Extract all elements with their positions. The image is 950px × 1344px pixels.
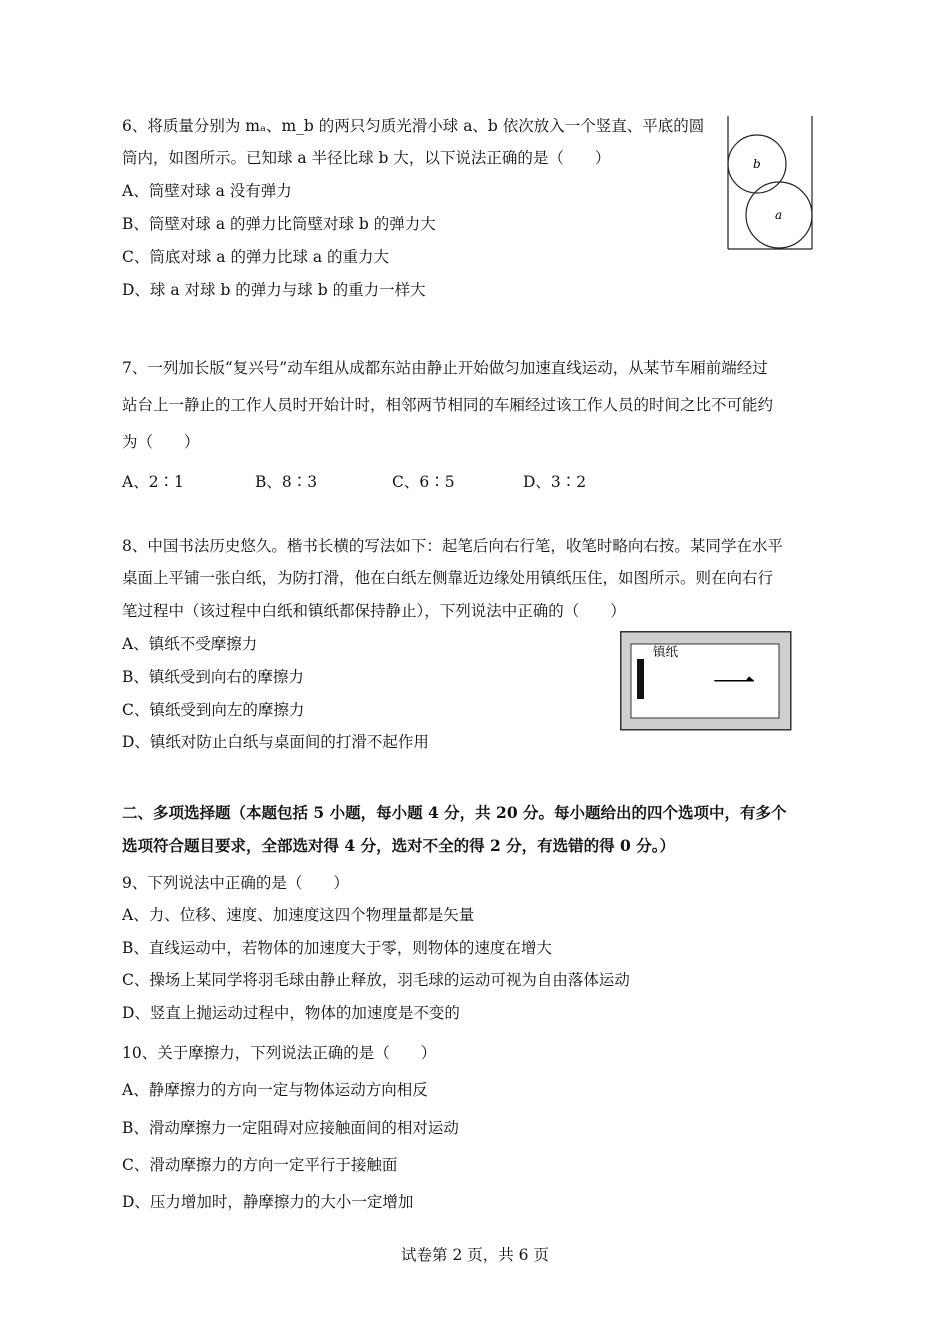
q8-stem-line1: 8、中国书法历史悠久。楷书长横的写法如下：起笔后向右行笔，收笔时略向右按。某同学在水平	[122, 537, 783, 555]
q7-option-c: C、6∶5	[392, 473, 455, 491]
q10-option-b: B、滑动摩擦力一定阻碍对应接触面间的相对运动	[122, 1119, 459, 1137]
cylinder-balls-figure	[724, 116, 816, 252]
q10-option-c: C、滑动摩擦力的方向一定平行于接触面	[122, 1156, 398, 1174]
paper-weight-figure	[620, 631, 792, 731]
q6-option-c: C、筒底对球 a 的弹力比球 a 的重力大	[122, 248, 390, 266]
q10-option-a: A、静摩擦力的方向一定与物体运动方向相反	[122, 1081, 428, 1099]
page-footer: 试卷第 2 页，共 6 页	[401, 1246, 549, 1264]
section2-line1: 二、多项选择题（本题包括 5 小题，每小题 4 分，共 20 分。每小题给出的四个选项中，有多个	[122, 803, 787, 822]
q6-option-a: A、筒壁对球 a 没有弹力	[122, 182, 292, 200]
section2-line2: 选项符合题目要求，全部选对得 4 分，选对不全的得 2 分，有选错的得 0 分。）	[122, 836, 675, 855]
q8-stem-line2: 桌面上平铺一张白纸，为防打滑，他在白纸左侧靠近边缘处用镇纸压住，如图所示。则在向右行	[122, 569, 774, 587]
q6-option-d: D、球 a 对球 b 的弹力与球 b 的重力一样大	[122, 281, 426, 299]
q7-option-a: A、2∶1	[122, 473, 184, 491]
q7-option-b: B、8∶3	[255, 473, 318, 491]
q7-stem-line1: 7、一列加长版“复兴号”动车组从成都东站由静止开始做匀加速直线运动，从某节车厢前端经过	[122, 359, 768, 377]
q7-stem-line2: 站台上一静止的工作人员时开始计时，相邻两节相同的车厢经过该工作人员的时间之比不可能约	[122, 396, 774, 414]
q7-options-row	[122, 470, 602, 490]
q9-option-b: B、直线运动中，若物体的加速度大于零，则物体的速度在增大	[122, 939, 552, 957]
paper-weight-label: 镇纸	[653, 644, 679, 659]
q8-option-c: C、镇纸受到向左的摩擦力	[122, 701, 305, 719]
q6-option-b: B、筒壁对球 a 的弹力比筒壁对球 b 的弹力大	[122, 215, 436, 233]
q8-stem-line3: 笔过程中（该过程中白纸和镇纸都保持静止），下列说法中正确的（ ）	[122, 602, 626, 620]
q7-stem-line3: 为（ ）	[122, 433, 200, 451]
q6-stem-line1: 6、将质量分别为 mₐ、m_b 的两只匀质光滑小球 a、b 依次放入一个竖直、平底的圆	[122, 117, 705, 135]
q8-option-b: B、镇纸受到向右的摩擦力	[122, 668, 304, 686]
q8-option-a: A、镇纸不受摩擦力	[122, 635, 258, 653]
q8-option-d: D、镇纸对防止白纸与桌面间的打滑不起作用	[122, 733, 429, 751]
q10-stem: 10、关于摩擦力，下列说法正确的是（ ）	[122, 1044, 437, 1062]
q10-option-d: D、压力增加时，静摩擦力的大小一定增加	[122, 1193, 414, 1211]
q9-option-d: D、竖直上抛运动过程中，物体的加速度是不变的	[122, 1004, 460, 1022]
paper-weight	[637, 659, 644, 699]
q9-stem: 9、下列说法中正确的是（ ）	[122, 874, 349, 892]
ball-b-label: b	[753, 157, 761, 171]
q6-stem-line2: 筒内，如图所示。已知球 a 半径比球 b 大，以下说法正确的是（ ）	[122, 149, 611, 167]
q9-option-a: A、力、位移、速度、加速度这四个物理量都是矢量	[122, 906, 475, 924]
q7-option-d: D、3∶2	[523, 473, 587, 491]
q9-option-c: C、操场上某同学将羽毛球由静止释放，羽毛球的运动可视为自由落体运动	[122, 971, 630, 989]
brush-stroke-char: 一	[712, 659, 756, 710]
ball-a-label: a	[775, 208, 783, 222]
